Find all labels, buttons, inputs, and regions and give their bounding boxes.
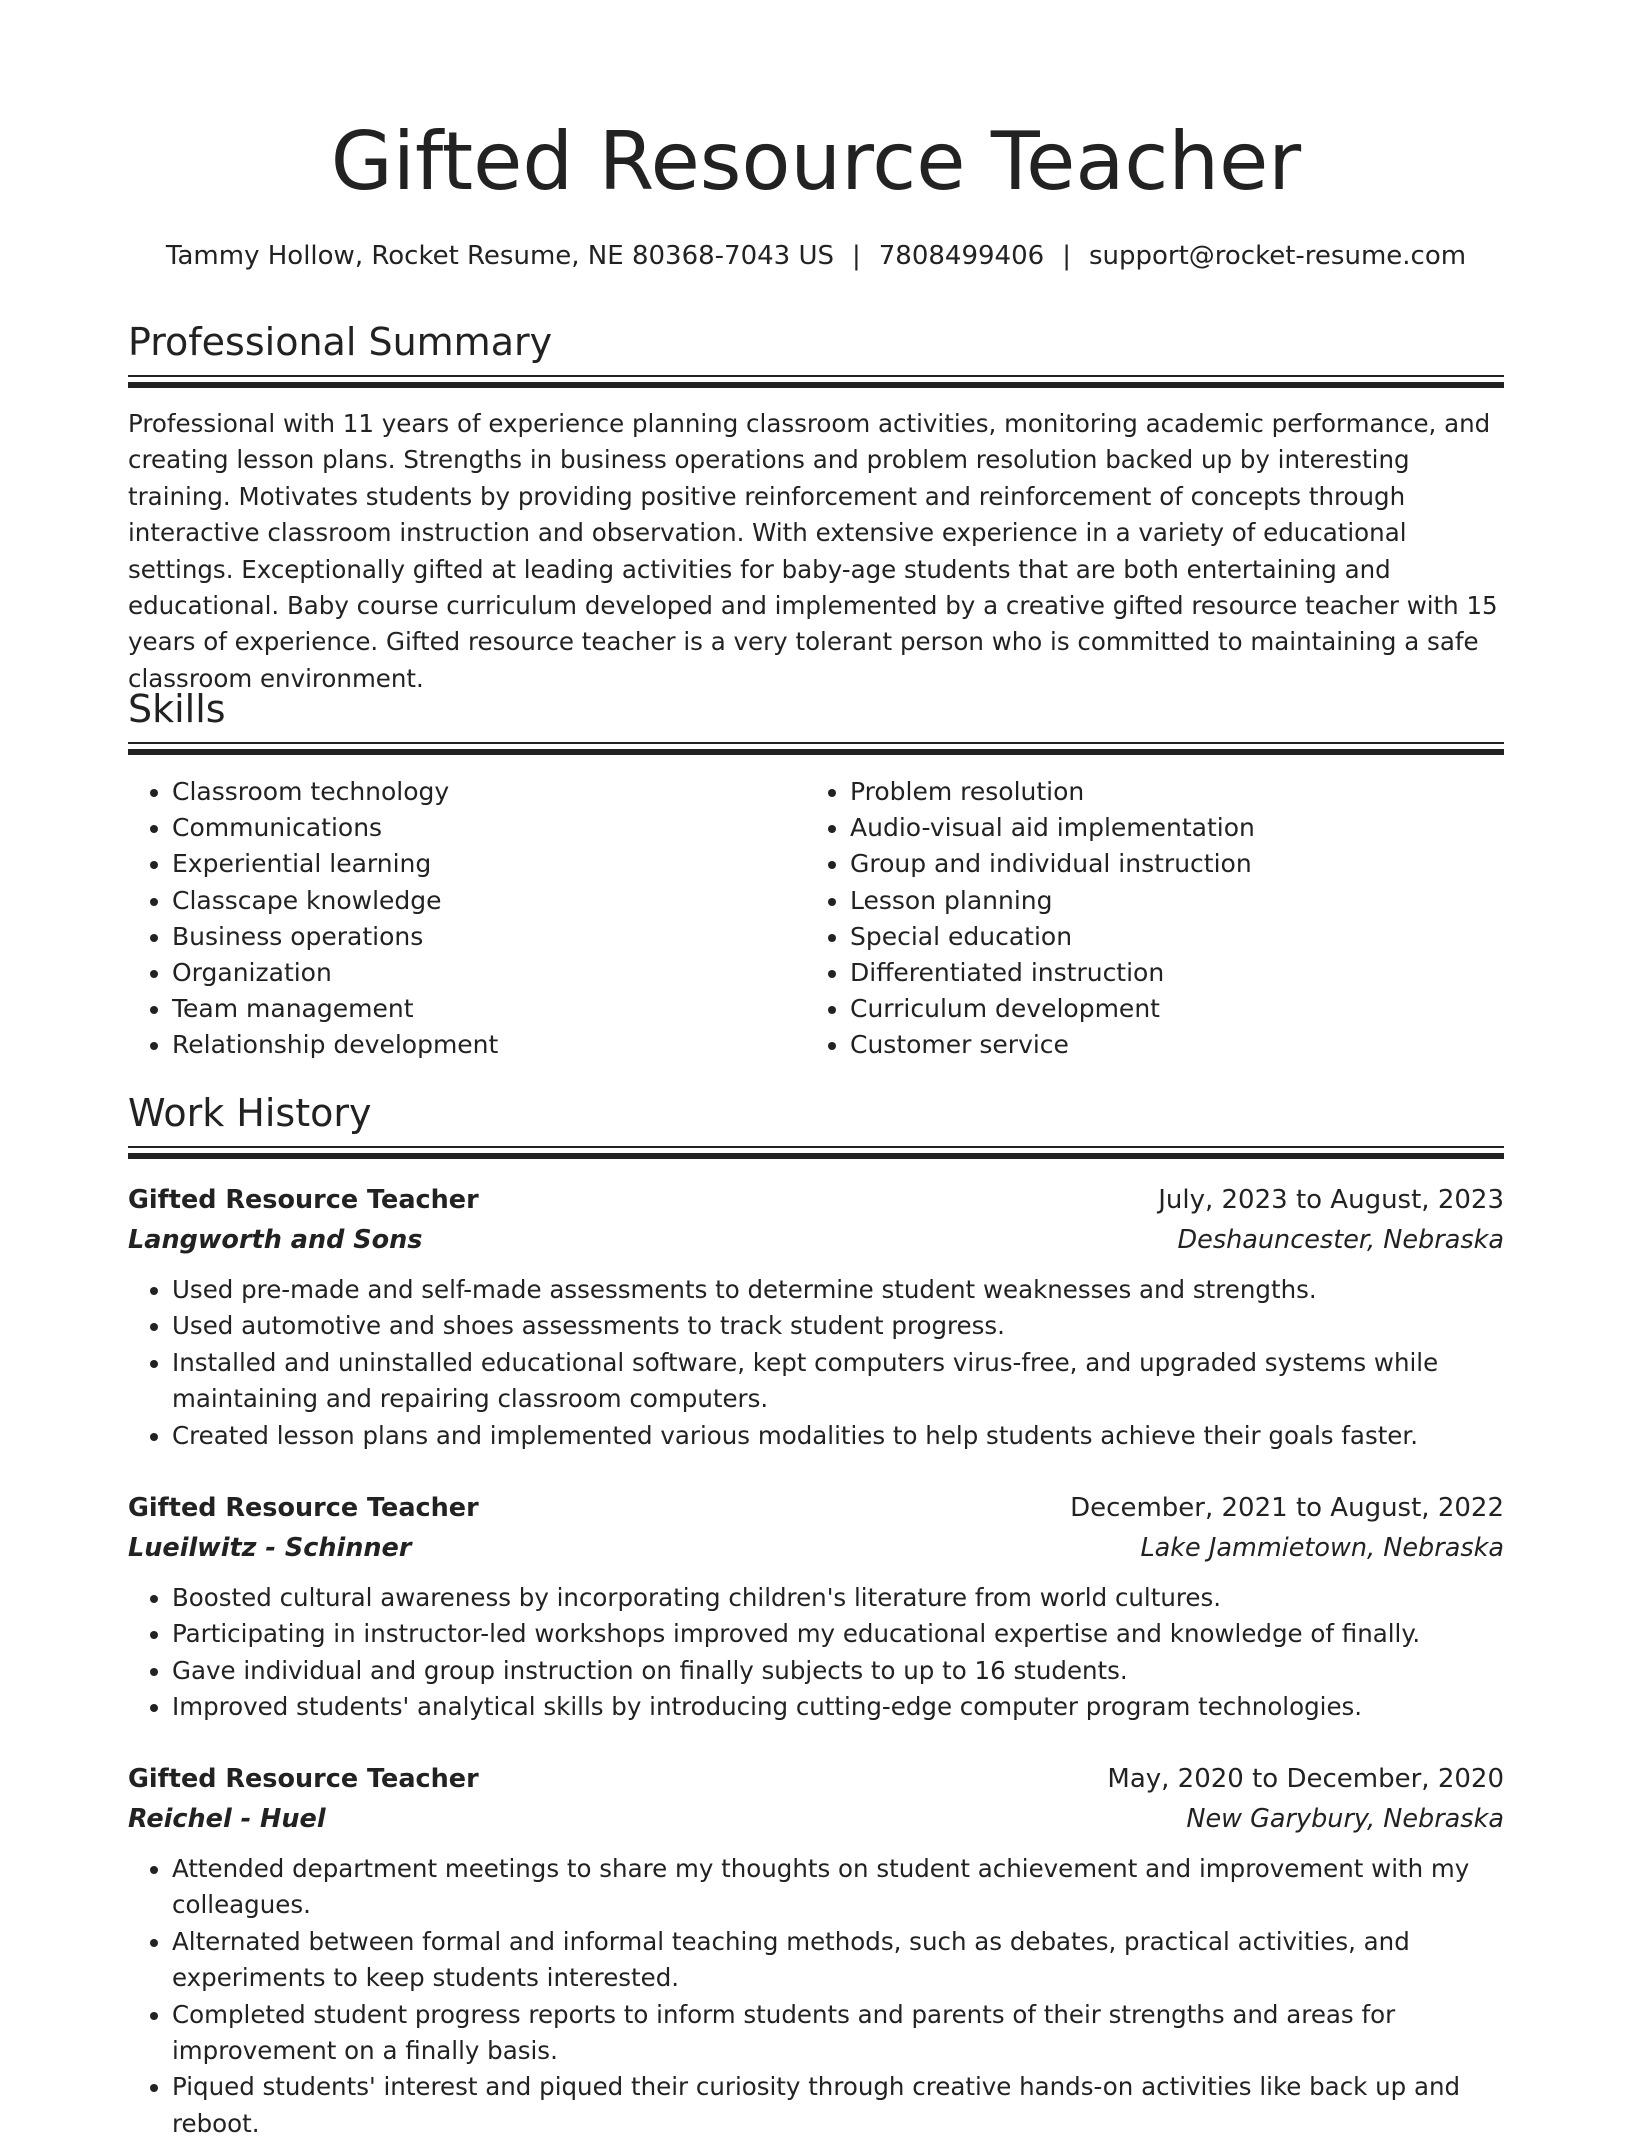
skill-item: • Customer service: [850, 1027, 1530, 1063]
skills-list-left: [128, 774, 812, 1064]
job-dates: July, 2023 to August, 2023: [1158, 1185, 1504, 1215]
skill-item: • Relationship development: [172, 1027, 812, 1063]
job-title: Gifted Resource Teacher: [128, 1764, 479, 1794]
contact-separator: |: [852, 241, 861, 271]
skill-item: • Group and individual instruction: [850, 846, 1530, 882]
contact-email: support@rocket-resume.com: [1088, 241, 1467, 271]
job-bullet-item: • Completed student progress reports to inform students and parents of their strengths and areas for improvement on a finally basis.: [172, 1997, 1504, 2070]
work-history-heading: Work History: [128, 1091, 372, 1135]
job-entry: [128, 1488, 1504, 1726]
job-bullets: [128, 1580, 1504, 1726]
job-bullet-item: • Installed and uninstalled educational software, kept computers virus-free, and upgraded systems while maintaining and repairing classroom computers.: [172, 1345, 1504, 1418]
job-bullet-item: • Participating in instructor-led workshops improved my educational expertise and knowledge of finally.: [172, 1616, 1504, 1652]
skill-item: • Classcape knowledge: [172, 883, 812, 919]
contact-separator: |: [1062, 241, 1071, 271]
work-history-divider: [128, 1146, 1504, 1158]
job-company: Langworth and Sons: [128, 1225, 423, 1255]
contact-phone: 7808499406: [878, 241, 1045, 271]
job-bullet-item: • Created lesson plans and implemented various modalities to help students achieve their goals faster.: [172, 1418, 1504, 1454]
job-bullet-item: • Piqued students' interest and piqued their curiosity through creative hands-on activities like back up and reboot.: [172, 2069, 1504, 2142]
job-company: Lueilwitz - Schinner: [128, 1533, 412, 1563]
skill-item: • Team management: [172, 991, 812, 1027]
skill-item: • Curriculum development: [850, 991, 1530, 1027]
resume-title: Gifted Resource Teacher: [330, 115, 1302, 208]
job-title-row: [128, 1488, 1504, 1528]
job-dates: May, 2020 to December, 2020: [1107, 1764, 1504, 1794]
skill-item: • Communications: [172, 810, 812, 846]
skill-item: • Audio-visual aid implementation: [850, 810, 1530, 846]
job-company-row: [128, 1528, 1504, 1568]
skill-item: • Experiential learning: [172, 846, 812, 882]
job-title-row: [128, 1180, 1504, 1220]
job-bullets: [128, 1272, 1504, 1454]
job-bullet-item: • Used automotive and shoes assessments to track student progress.: [172, 1308, 1504, 1344]
job-bullet-item: • Gave individual and group instruction on finally subjects to up to 16 students.: [172, 1653, 1504, 1689]
job-bullet-item: • Attended department meetings to share my thoughts on student achievement and improvement with my colleagues.: [172, 1851, 1504, 1924]
summary-text: Professional with 11 years of experience planning classroom activities, monitoring academic performance, and creating lesson plans. Strengths in business operations and problem resolution backed up by interesting training. Motivates students by providing positive reinforcement and reinforcement of concepts through interactive classroom instruction and observation. With extensive experience in a variety of educational settings. Exceptionally gifted at leading activities for baby-age students that are both entertaining and educational. Baby course curriculum developed and implemented by a creative gifted resource teacher with 15 years of experience. Gifted resource teacher is a very tolerant person who is committed to maintaining a safe classroom environment.: [128, 409, 1498, 693]
job-bullets: [128, 1851, 1504, 2142]
job-title: Gifted Resource Teacher: [128, 1493, 479, 1523]
skills-list-right: [806, 774, 1530, 1064]
skill-item: • Business operations: [172, 919, 812, 955]
job-company: Reichel - Huel: [128, 1804, 326, 1834]
job-company-row: [128, 1799, 1504, 1839]
contact-address: Tammy Hollow, Rocket Resume, NE 80368-7043 US: [165, 241, 834, 271]
skill-item: • Organization: [172, 955, 812, 991]
skill-item: • Lesson planning: [850, 883, 1530, 919]
skills-heading: Skills: [128, 687, 226, 731]
job-bullet-item: • Improved students' analytical skills by introducing cutting-edge computer program technologies.: [172, 1689, 1504, 1725]
job-location: Lake Jammietown, Nebraska: [1140, 1533, 1504, 1563]
job-location: Deshauncester, Nebraska: [1177, 1225, 1504, 1255]
skill-item: • Classroom technology: [172, 774, 812, 810]
job-title-row: [128, 1759, 1504, 1799]
job-entry: [128, 1180, 1504, 1454]
summary-divider: [128, 375, 1504, 387]
skills-divider: [128, 742, 1504, 754]
job-entry: [128, 1759, 1504, 2142]
job-title: Gifted Resource Teacher: [128, 1185, 479, 1215]
summary-heading: Professional Summary: [128, 320, 553, 364]
job-company-row: [128, 1220, 1504, 1260]
job-location: New Garybury, Nebraska: [1186, 1804, 1504, 1834]
job-dates: December, 2021 to August, 2022: [1070, 1493, 1504, 1523]
contact-line: [128, 238, 1504, 274]
skill-item: • Differentiated instruction: [850, 955, 1530, 991]
job-bullet-item: • Alternated between formal and informal teaching methods, such as debates, practical activities, and experiments to keep students interested.: [172, 1924, 1504, 1997]
skill-item: • Special education: [850, 919, 1530, 955]
skill-item: • Problem resolution: [850, 774, 1530, 810]
job-bullet-item: • Boosted cultural awareness by incorporating children's literature from world cultures.: [172, 1580, 1504, 1616]
job-bullet-item: • Used pre-made and self-made assessments to determine student weaknesses and strengths.: [172, 1272, 1504, 1308]
